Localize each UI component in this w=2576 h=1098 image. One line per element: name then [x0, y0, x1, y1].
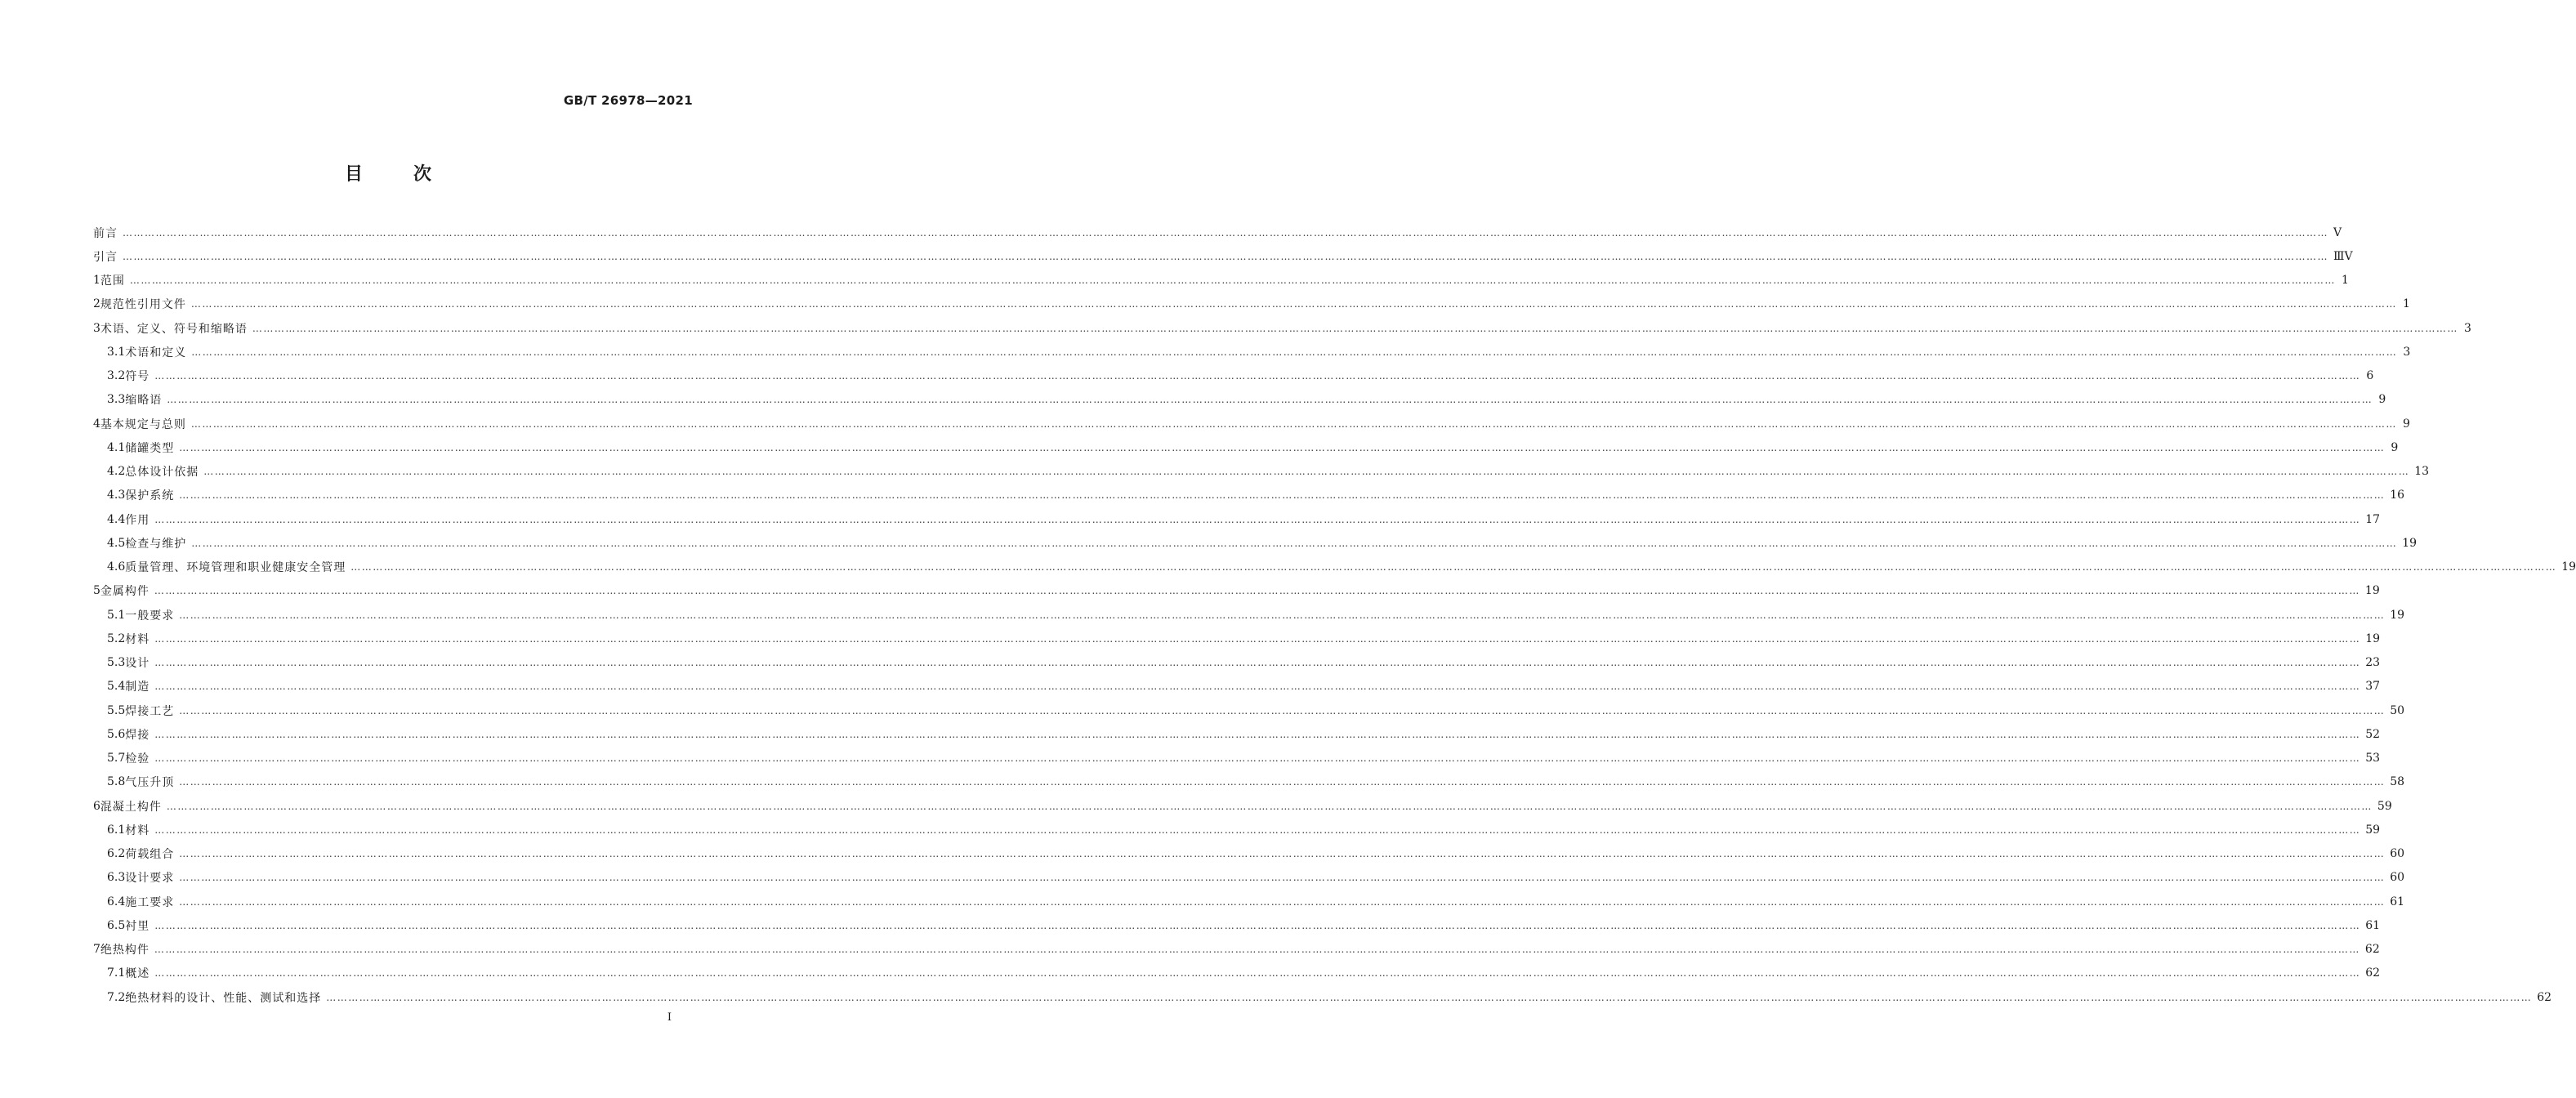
toc-entry-title: 保护系统	[125, 489, 175, 503]
toc-entry[interactable]	[93, 962, 2381, 985]
toc-dot-leader: ……………………………………………………………………………………………………………………………………………………………………………………………………………………………………………………………………………………………………………………………………………………………………………………………………………………………………………………………………………………………………………………………………………………	[154, 752, 2361, 765]
toc-entry-title: 衬里	[125, 919, 150, 933]
toc-dot-leader: ……………………………………………………………………………………………………………………………………………………………………………………………………………………………………………………………………………………………………………………………………………………………………………………………………………………………………………………………………………………………………………………………………………………	[179, 848, 2386, 860]
toc-entry[interactable]	[93, 913, 2381, 937]
toc-dot-leader: ……………………………………………………………………………………………………………………………………………………………………………………………………………………………………………………………………………………………………………………………………………………………………………………………………………………………………………………………………………………………………………………………………………………	[154, 944, 2360, 956]
toc-entry-page: 9	[2403, 417, 2410, 431]
toc-entry-page: 19	[2561, 560, 2576, 574]
toc-dot-leader: ……………………………………………………………………………………………………………………………………………………………………………………………………………………………………………………………………………………………………………………………………………………………………………………………………………………………………………………………………………………………………………………………………………………	[191, 537, 2398, 549]
toc-entry-title: 焊接	[125, 728, 150, 742]
toc-entry[interactable]	[93, 627, 2381, 650]
toc-entry[interactable]	[93, 460, 2430, 484]
toc-entry-title: 混凝土构件	[100, 800, 162, 814]
toc-entry[interactable]	[93, 364, 2374, 388]
toc-entry-page: 58	[2390, 775, 2405, 789]
toc-entry[interactable]	[93, 340, 2411, 364]
toc-entry[interactable]	[93, 579, 2380, 603]
toc-entry-number: 5.3	[107, 656, 126, 670]
toc-entry-number: 4	[93, 417, 100, 431]
toc-dot-leader: ……………………………………………………………………………………………………………………………………………………………………………………………………………………………………………………………………………………………………………………………………………………………………………………………………………………………………………………………………………………………………………………………………………………	[179, 704, 2386, 716]
toc-entry-title: 规范性引用文件	[100, 298, 186, 312]
table-of-contents	[93, 221, 2576, 1009]
toc-entry-page: 23	[2365, 656, 2381, 670]
toc-entry-title: 缩略语	[125, 394, 163, 408]
toc-entry-title: 设计要求	[125, 872, 175, 886]
toc-entry-page: 3	[2464, 321, 2471, 335]
page-title: 目次	[344, 164, 482, 185]
toc-dot-leader: ……………………………………………………………………………………………………………………………………………………………………………………………………………………………………………………………………………………………………………………………………………………………………………………………………………………………………………………………………………………………………………………………………………………	[154, 370, 2361, 382]
toc-entry-title: 范围	[100, 274, 125, 288]
toc-entry-page: 1	[2342, 274, 2349, 288]
toc-entry-title: 金属构件	[100, 585, 150, 599]
toc-dot-leader: ……………………………………………………………………………………………………………………………………………………………………………………………………………………………………………………………………………………………………………………………………………………………………………………………………………………………………………………………………………………………………………………………………………………	[154, 681, 2361, 693]
toc-entry-number: 5.2	[107, 632, 126, 645]
toc-entry-page: 19	[2365, 632, 2381, 645]
toc-dot-leader: ……………………………………………………………………………………………………………………………………………………………………………………………………………………………………………………………………………………………………………………………………………………………………………………………………………………………………………………………………………………………………………………………………………………	[179, 441, 2386, 453]
toc-entry-number: 4.2	[107, 465, 126, 479]
toc-entry[interactable]	[93, 842, 2405, 866]
toc-dot-leader: ……………………………………………………………………………………………………………………………………………………………………………………………………………………………………………………………………………………………………………………………………………………………………………………………………………………………………………………………………………………………………………………………………………………	[154, 919, 2361, 931]
toc-entry-number: 3.3	[107, 393, 126, 407]
toc-entry-number: 7.2	[107, 990, 126, 1004]
toc-dot-leader: ……………………………………………………………………………………………………………………………………………………………………………………………………………………………………………………………………………………………………………………………………………………………………………………………………………………………………………………………………………………………………………………………………………………	[203, 466, 2410, 478]
toc-entry-number: 5.7	[107, 752, 126, 765]
toc-dot-leader: ……………………………………………………………………………………………………………………………………………………………………………………………………………………………………………………………………………………………………………………………………………………………………………………………………………………………………………………………………………………………………………………………………………………	[326, 991, 2533, 1003]
toc-entry-number: 6.3	[107, 871, 126, 885]
toc-entry[interactable]	[93, 818, 2381, 841]
toc-entry-page: 59	[2377, 799, 2392, 813]
toc-entry[interactable]	[93, 435, 2399, 459]
toc-entry-number: 6.1	[107, 823, 126, 837]
toc-entry-page: ⅢV	[2333, 249, 2353, 263]
document-code: GB/T 26978—2021	[563, 93, 693, 108]
toc-entry-number: 3.2	[107, 369, 126, 383]
toc-dot-leader: ……………………………………………………………………………………………………………………………………………………………………………………………………………………………………………………………………………………………………………………………………………………………………………………………………………………………………………………………………………………………………………………………………………………	[166, 800, 2373, 812]
toc-dot-leader: ……………………………………………………………………………………………………………………………………………………………………………………………………………………………………………………………………………………………………………………………………………………………………………………………………………………………………………………………………………………………………………………………………………………	[350, 561, 2557, 574]
toc-entry-title: 检查与维护	[125, 537, 187, 551]
toc-entry[interactable]	[93, 244, 2353, 268]
toc-entry-page: 6	[2366, 369, 2374, 383]
toc-entry[interactable]	[93, 794, 2392, 818]
toc-entry-page: 3	[2403, 345, 2411, 359]
toc-entry[interactable]	[93, 722, 2381, 746]
toc-entry-title: 设计	[125, 657, 150, 671]
toc-entry[interactable]	[93, 269, 2349, 292]
toc-entry-page: 1	[2403, 297, 2410, 311]
toc-entry-title: 储罐类型	[125, 441, 175, 455]
toc-entry-page: 59	[2365, 823, 2381, 837]
toc-entry-title: 概述	[125, 967, 150, 981]
toc-dot-leader: ……………………………………………………………………………………………………………………………………………………………………………………………………………………………………………………………………………………………………………………………………………………………………………………………………………………………………………………………………………………………………………………………………………………	[123, 226, 2328, 239]
toc-entry-title: 术语和定义	[125, 346, 187, 359]
toc-entry-number: 5.1	[107, 608, 126, 622]
toc-entry[interactable]	[93, 651, 2381, 675]
toc-entry-page: 19	[2390, 608, 2405, 622]
toc-entry-title: 绝热材料的设计、性能、测试和选择	[125, 991, 322, 1005]
toc-entry-title: 材料	[125, 632, 150, 646]
toc-entry-number: 6.2	[107, 847, 126, 861]
toc-entry-page: 37	[2365, 680, 2381, 694]
toc-entry-title: 一般要求	[125, 609, 175, 623]
toc-entry-title: 基本规定与总则	[100, 417, 186, 431]
toc-entry-title: 质量管理、环境管理和职业健康安全管理	[125, 561, 346, 575]
toc-entry-title: 引言	[93, 250, 118, 264]
toc-entry-number: 7.1	[107, 966, 126, 980]
toc-entry-number: 5.5	[107, 703, 126, 717]
toc-entry-title: 符号	[125, 370, 150, 384]
toc-entry-title: 焊接工艺	[125, 704, 175, 718]
toc-entry[interactable]	[93, 938, 2380, 962]
toc-entry[interactable]	[93, 531, 2418, 555]
toc-entry-page: 62	[2537, 990, 2552, 1004]
toc-entry-number: 4.1	[107, 440, 126, 454]
toc-dot-leader: ……………………………………………………………………………………………………………………………………………………………………………………………………………………………………………………………………………………………………………………………………………………………………………………………………………………………………………………………………………………………………………………………………………………	[179, 776, 2386, 788]
toc-dot-leader: ……………………………………………………………………………………………………………………………………………………………………………………………………………………………………………………………………………………………………………………………………………………………………………………………………………………………………………………………………………………………………………………………………………………	[179, 489, 2386, 502]
toc-entry-number: 5.8	[107, 775, 126, 789]
page-number: I	[667, 1011, 672, 1024]
toc-dot-leader: ……………………………………………………………………………………………………………………………………………………………………………………………………………………………………………………………………………………………………………………………………………………………………………………………………………………………………………………………………………………………………………………………………………………	[154, 824, 2361, 836]
toc-dot-leader: ……………………………………………………………………………………………………………………………………………………………………………………………………………………………………………………………………………………………………………………………………………………………………………………………………………………………………………………………………………………………………………………………………………………	[167, 394, 2373, 406]
toc-dot-leader: ……………………………………………………………………………………………………………………………………………………………………………………………………………………………………………………………………………………………………………………………………………………………………………………………………………………………………………………………………………………………………………………………………………………	[179, 895, 2386, 908]
toc-entry-number: 4.4	[107, 512, 126, 526]
toc-entry[interactable]	[93, 747, 2381, 770]
toc-entry-title: 前言	[93, 226, 118, 240]
toc-dot-leader: ……………………………………………………………………………………………………………………………………………………………………………………………………………………………………………………………………………………………………………………………………………………………………………………………………………………………………………………………………………………………………………………………………………………	[123, 250, 2328, 262]
toc-entry[interactable]	[93, 675, 2381, 699]
toc-entry-page: 62	[2365, 966, 2381, 980]
toc-entry-number: 5	[93, 584, 100, 598]
toc-entry-page: 52	[2365, 727, 2381, 741]
toc-entry[interactable]	[93, 507, 2381, 531]
toc-dot-leader: ……………………………………………………………………………………………………………………………………………………………………………………………………………………………………………………………………………………………………………………………………………………………………………………………………………………………………………………………………………………………………………………………………………………	[154, 728, 2361, 740]
toc-entry-page: 53	[2365, 752, 2381, 765]
toc-dot-leader: ……………………………………………………………………………………………………………………………………………………………………………………………………………………………………………………………………………………………………………………………………………………………………………………………………………………………………………………………………………………………………………………………………………………	[190, 417, 2397, 430]
toc-dot-leader: ……………………………………………………………………………………………………………………………………………………………………………………………………………………………………………………………………………………………………………………………………………………………………………………………………………………………………………………………………………………………………………………………………………………	[154, 513, 2361, 525]
toc-dot-leader: ……………………………………………………………………………………………………………………………………………………………………………………………………………………………………………………………………………………………………………………………………………………………………………………………………………………………………………………………………………………………………………………………………………………	[191, 346, 2398, 358]
toc-entry-page: 62	[2364, 943, 2380, 957]
toc-entry-title: 荷载组合	[125, 848, 175, 862]
toc-entry-page: 60	[2390, 871, 2405, 885]
toc-entry-page: 50	[2390, 703, 2405, 717]
toc-entry-page: 61	[2365, 918, 2381, 932]
toc-entry[interactable]	[93, 603, 2405, 627]
toc-dot-leader: ……………………………………………………………………………………………………………………………………………………………………………………………………………………………………………………………………………………………………………………………………………………………………………………………………………………………………………………………………………………………………………………………………………………	[179, 872, 2386, 884]
toc-dot-leader: ……………………………………………………………………………………………………………………………………………………………………………………………………………………………………………………………………………………………………………………………………………………………………………………………………………………………………………………………………………………………………………………………………………………	[154, 967, 2361, 980]
toc-entry-title: 材料	[125, 824, 150, 837]
toc-dot-leader: ……………………………………………………………………………………………………………………………………………………………………………………………………………………………………………………………………………………………………………………………………………………………………………………………………………………………………………………………………………………………………………………………………………………	[154, 657, 2361, 669]
toc-entry-page: 19	[2402, 536, 2418, 550]
toc-entry-title: 制造	[125, 681, 150, 694]
toc-entry[interactable]	[93, 770, 2405, 794]
toc-entry-number: 3	[93, 321, 100, 335]
toc-entry-title: 气压升顶	[125, 776, 175, 790]
toc-entry[interactable]	[93, 292, 2410, 316]
toc-entry[interactable]	[93, 388, 2386, 412]
toc-entry[interactable]	[93, 556, 2576, 579]
toc-entry-number: 5.4	[107, 680, 126, 694]
toc-entry-number: 4.6	[107, 560, 126, 574]
toc-entry-page: 19	[2364, 584, 2380, 598]
toc-entry-page: V	[2333, 225, 2342, 239]
toc-dot-leader: ……………………………………………………………………………………………………………………………………………………………………………………………………………………………………………………………………………………………………………………………………………………………………………………………………………………………………………………………………………………………………………………………………………………	[179, 609, 2386, 621]
toc-entry[interactable]	[93, 890, 2405, 913]
toc-dot-leader: ……………………………………………………………………………………………………………………………………………………………………………………………………………………………………………………………………………………………………………………………………………………………………………………………………………………………………………………………………………………………………………………………………………………	[129, 274, 2336, 287]
toc-entry-title: 检验	[125, 752, 150, 766]
toc-dot-leader: ……………………………………………………………………………………………………………………………………………………………………………………………………………………………………………………………………………………………………………………………………………………………………………………………………………………………………………………………………………………………………………………………………………………	[154, 632, 2361, 645]
toc-entry-number: 3.1	[107, 345, 126, 359]
toc-entry[interactable]	[93, 699, 2405, 722]
toc-dot-leader: ……………………………………………………………………………………………………………………………………………………………………………………………………………………………………………………………………………………………………………………………………………………………………………………………………………………………………………………………………………………………………………………………………………………	[190, 298, 2397, 310]
toc-entry-number: 6	[93, 799, 100, 813]
toc-entry-page: 13	[2414, 465, 2430, 479]
toc-entry-page: 61	[2390, 895, 2405, 908]
toc-entry[interactable]	[93, 484, 2405, 507]
toc-entry[interactable]	[93, 985, 2552, 1009]
toc-entry-title: 绝热构件	[100, 944, 150, 957]
toc-entry-page: 9	[2378, 393, 2386, 407]
toc-entry-number: 6.4	[107, 895, 126, 908]
toc-entry-page: 17	[2365, 512, 2381, 526]
toc-entry-page: 60	[2390, 847, 2405, 861]
toc-entry[interactable]	[93, 866, 2405, 890]
toc-entry[interactable]	[93, 412, 2410, 435]
toc-entry-number: 6.5	[107, 918, 126, 932]
toc-dot-leader: ……………………………………………………………………………………………………………………………………………………………………………………………………………………………………………………………………………………………………………………………………………………………………………………………………………………………………………………………………………………………………………………………………………………	[252, 322, 2458, 334]
toc-entry-title: 作用	[125, 513, 150, 527]
toc-entry-number: 4.5	[107, 536, 126, 550]
toc-entry-title: 总体设计依据	[125, 466, 199, 480]
toc-entry-title: 术语、定义、符号和缩略语	[100, 322, 248, 336]
toc-entry-number: 4.3	[107, 489, 126, 502]
toc-entry-number: 5.6	[107, 727, 126, 741]
toc-entry-title: 施工要求	[125, 895, 175, 909]
toc-entry-page: 9	[2391, 440, 2399, 454]
toc-entry-number: 7	[93, 943, 100, 957]
toc-dot-leader: ……………………………………………………………………………………………………………………………………………………………………………………………………………………………………………………………………………………………………………………………………………………………………………………………………………………………………………………………………………………………………………………………………………………	[154, 585, 2360, 597]
toc-entry[interactable]	[93, 316, 2471, 340]
toc-entry-number: 2	[93, 297, 100, 311]
toc-entry[interactable]	[93, 221, 2342, 244]
toc-entry-number: 1	[93, 274, 100, 288]
toc-entry-page: 16	[2390, 489, 2405, 502]
